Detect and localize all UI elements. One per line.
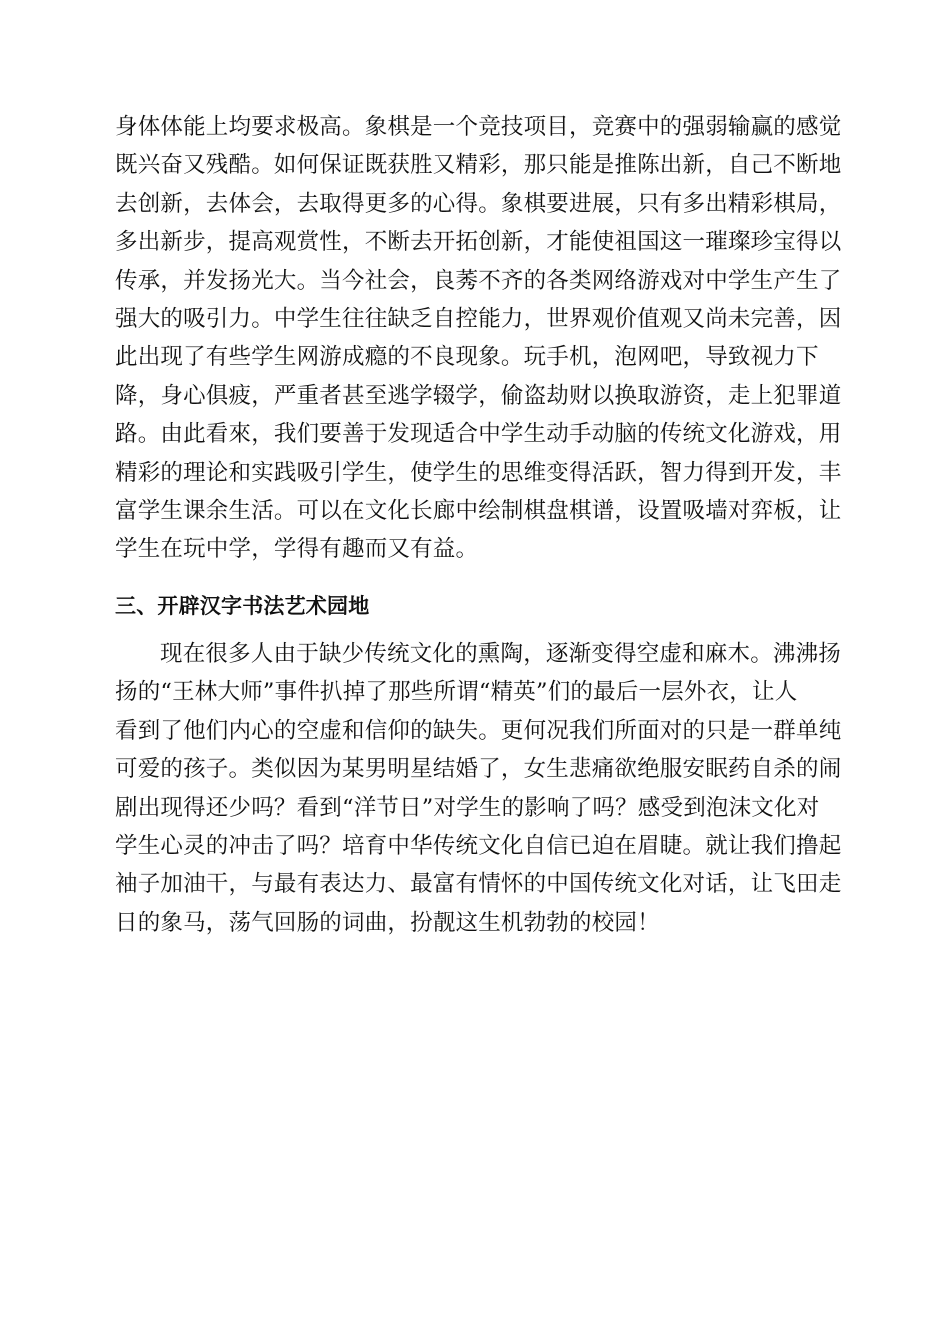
text-line: 扬的“王林大师”事件扒掉了那些所谓“精英”们的最后一层外衣，让人: [115, 679, 798, 706]
text-line: 看到了他们内心的空虚和信仰的缺失。更何况我们所面对的只是一群单纯: [115, 717, 842, 744]
text-line: 可爱的孩子。类似因为某男明星结婚了，女生悲痛欲绝服安眠药自杀的闹: [115, 756, 842, 783]
text-line: 日的象马，荡气回肠的词曲，扮靓这生机勃勃的校园！: [115, 909, 660, 936]
document-body: [115, 108, 842, 942]
text-line: 身体体能上均要求极高。象棋是一个竞技项目，竞赛中的强弱输赢的感觉: [115, 114, 842, 140]
text-line: 路。由此看來，我们要善于发现适合中学生动手动脑的传统文化游戏，用: [115, 421, 842, 448]
text-line: 降，身心俱疲，严重者甚至逃学辍学，偷盗劫财以换取游资，走上犯罪道: [115, 382, 842, 409]
text-line: 既兴奋又残酷。如何保证既获胜又精彩，那只能是推陈出新，自己不断地: [115, 152, 842, 179]
text-line: 强大的吸引力。中学生往往缺乏自控能力，世界观价值观又尚未完善，因: [115, 305, 842, 332]
text-line: 剧出现得还少吗？看到“洋节日”对学生的影响了吗？感受到泡沫文化对: [115, 794, 820, 821]
text-line: 现在很多人由于缺少传统文化的熏陶，逐渐变得空虚和麻木。沸沸扬: [160, 641, 842, 668]
text-line: 精彩的理论和实践吸引学生，使学生的思维变得活跃，智力得到开发，丰: [115, 459, 842, 486]
text-line: 多出新步，提高观赏性，不断去开拓创新，才能使祖国这一璀璨珍宝得以: [115, 229, 842, 256]
text-line: 去创新，去体会，去取得更多的心得。象棋要进展，只有多出精彩棋局，: [115, 190, 842, 217]
text-line: 学生心灵的冲击了吗？培育中华传统文化自信已迫在眉睫。就让我们撸起: [115, 833, 842, 860]
text-line: 袖子加油干，与最有表达力、最富有情怀的中国传统文化对话，让飞田走: [115, 871, 842, 898]
paragraph-continued: [115, 108, 842, 569]
text-line: 传承，并发扬光大。当今社会，良莠不齐的各类网络游戏对中学生产生了: [115, 267, 842, 294]
paragraph: [115, 635, 842, 942]
text-line: 富学生课余生活。可以在文化长廊中绘制棋盘棋谱，设置吸墙对弈板，让: [115, 497, 842, 524]
section-heading: 三、开辟汉字书法艺术园地: [115, 593, 370, 618]
text-line: 学生在玩中学，学得有趣而又有益。: [115, 536, 479, 563]
text-line: 此出现了有些学生网游成瘾的不良现象。玩手机，泡网吧，导致视力下: [115, 344, 819, 371]
